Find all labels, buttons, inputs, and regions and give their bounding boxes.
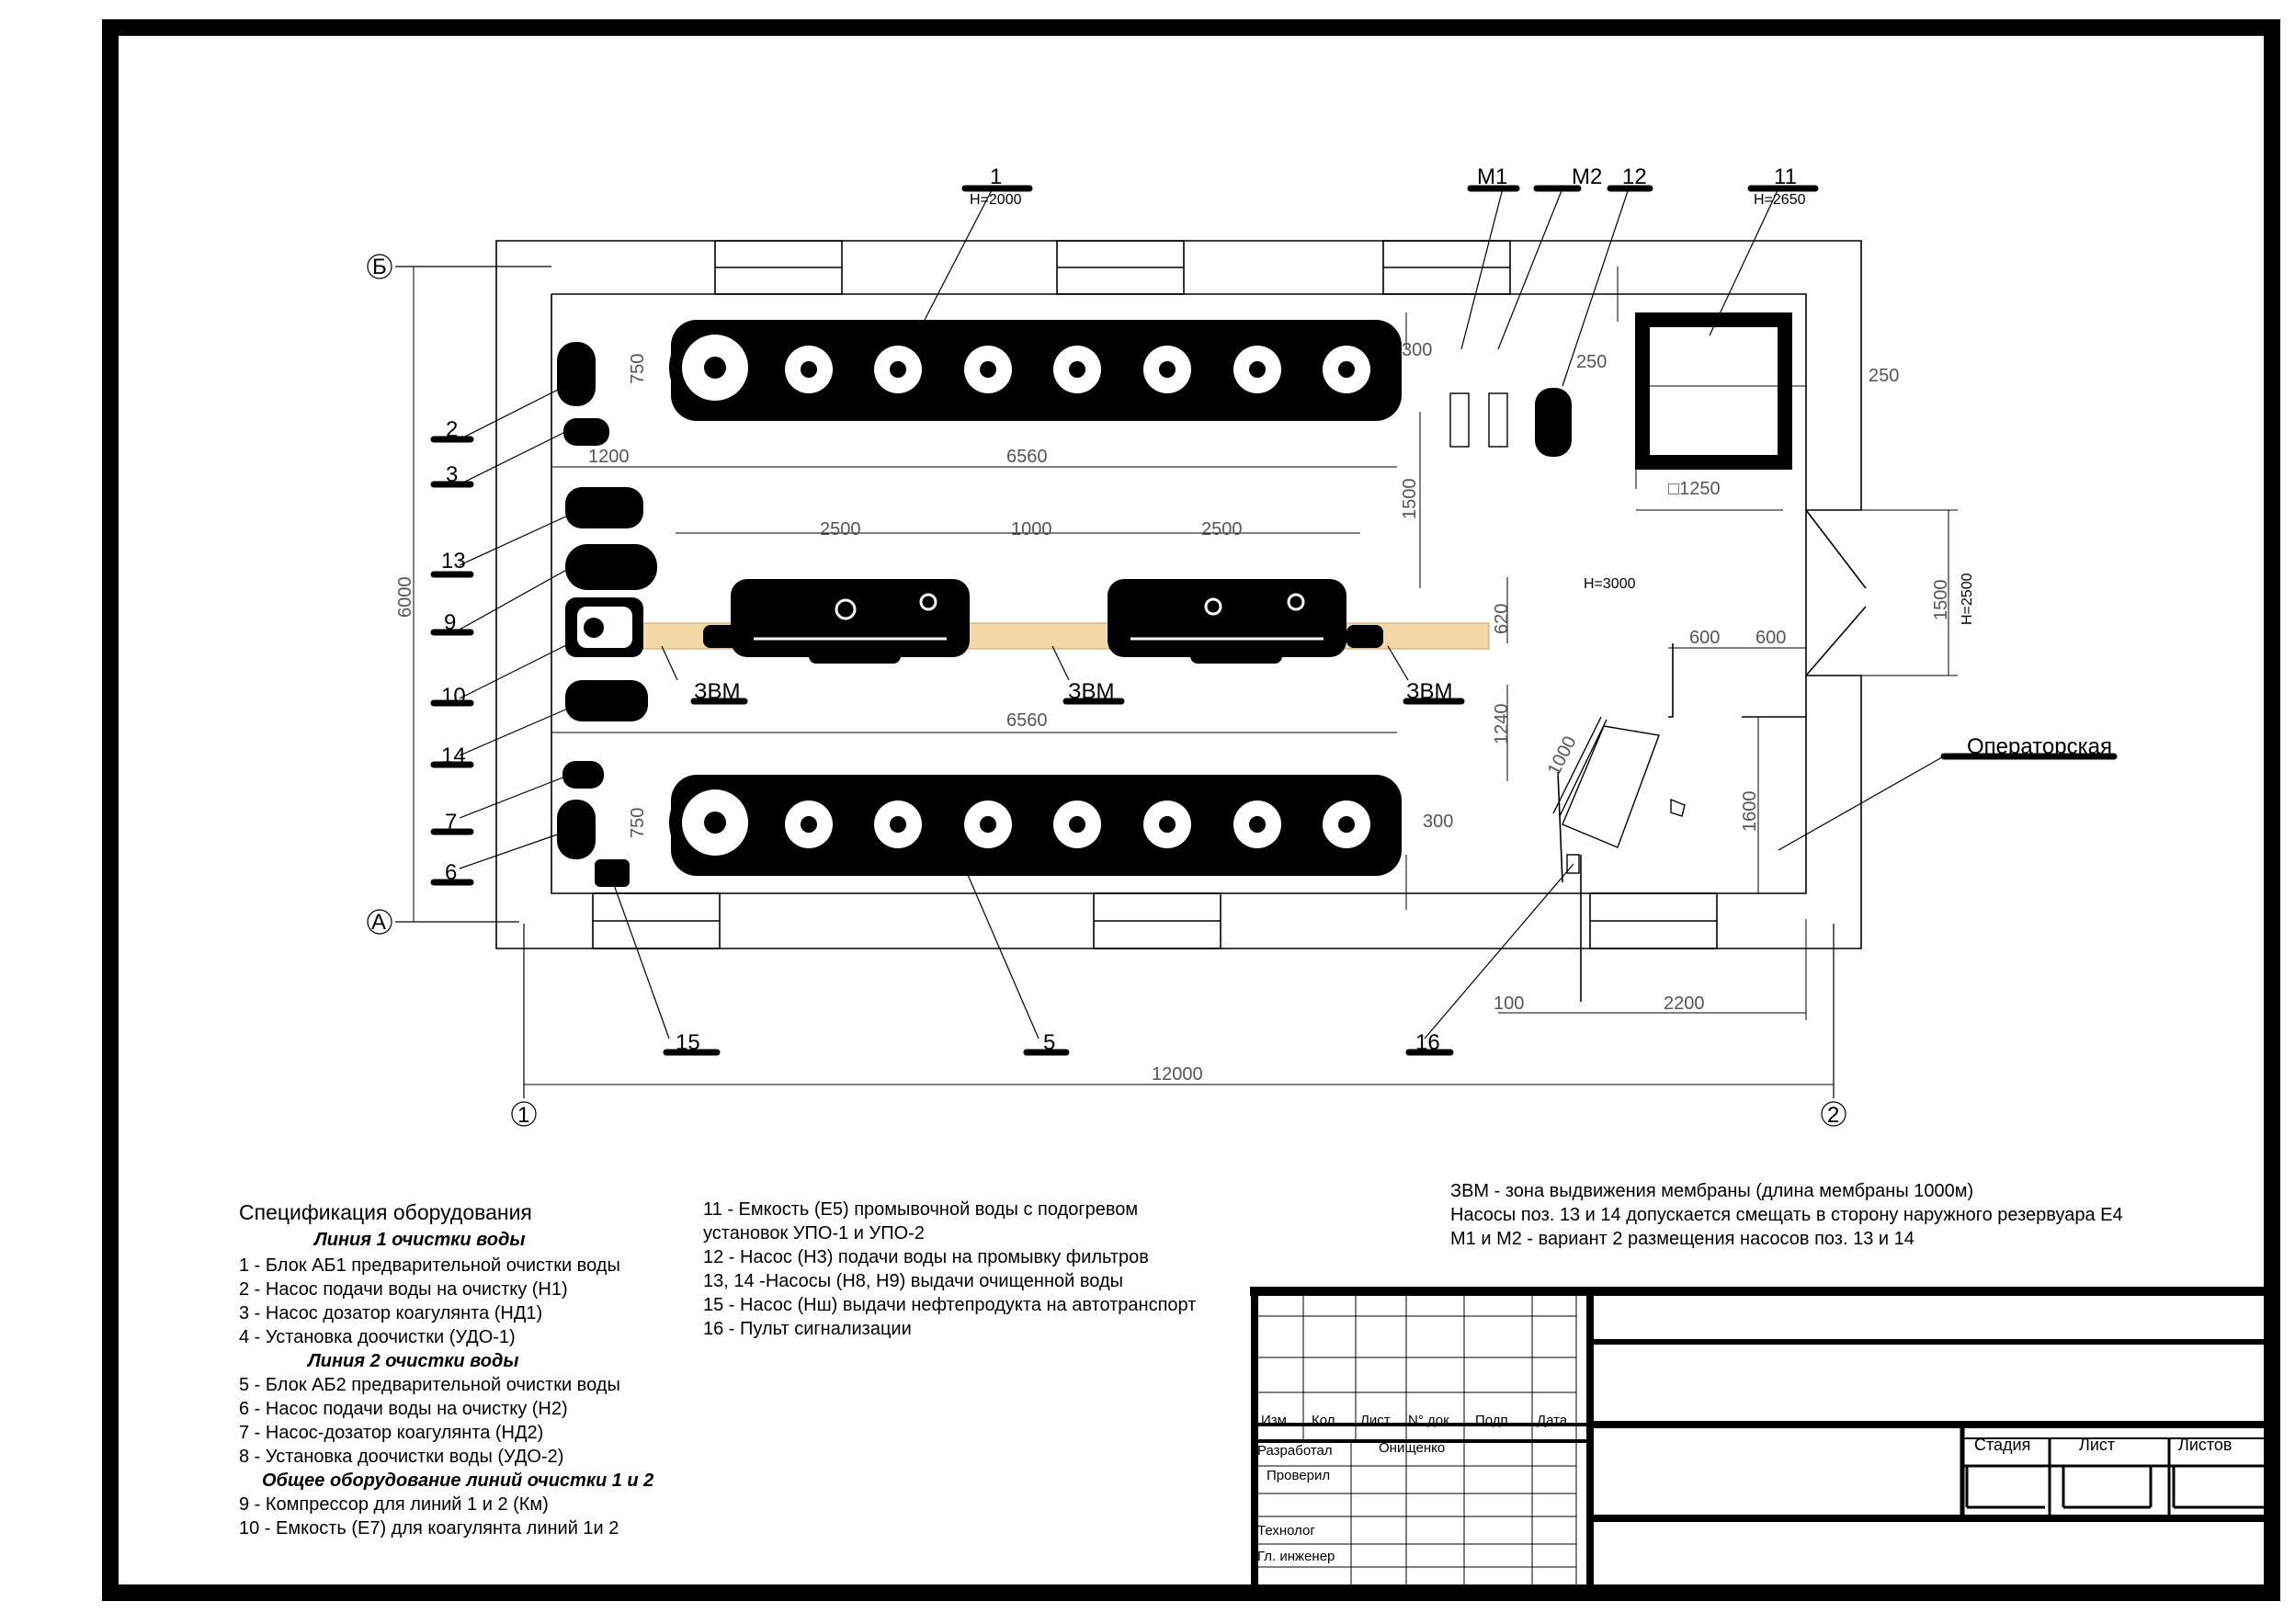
tb-row-developer: Разработал [1257, 1443, 1333, 1459]
spec-col2-item: 13, 14 -Насосы (Н8, Н9) выдачи очищенной воды [703, 1271, 1123, 1291]
spec-col2-item: 15 - Насос (Нш) выдачи нефтепродукта на автотранспорт [703, 1295, 1197, 1315]
spec-col2-item: установок УПО-1 и УПО-2 [703, 1223, 925, 1244]
label-pos14: 14 [441, 744, 466, 768]
dim-2500-b: 2500 [1201, 519, 1243, 539]
spec-line1-title: Линия 1 очистки воды [314, 1230, 526, 1250]
tb-col-ndok: N° док [1408, 1413, 1449, 1428]
label-pos9: 9 [444, 610, 457, 635]
spec-line2-item: 7 - Насос-дозатор коагулянта (НД2) [239, 1423, 544, 1443]
dim-750-bot: 750 [628, 807, 648, 838]
label-pos2: 2 [446, 417, 459, 442]
tb-row-technolog: Технолог [1257, 1523, 1315, 1539]
dim-250-v: 250 [1576, 352, 1608, 372]
dim-6560-top: 6560 [1006, 447, 1048, 467]
dim-1000-diag: 1000 [1543, 733, 1581, 779]
label-pos16: 16 [1415, 1030, 1440, 1055]
spec-col2-item: 11 - Емкость (Е5) промывочной воды с подогревом [703, 1199, 1139, 1220]
tb-stage: Стадия [1974, 1436, 2031, 1454]
label-zvm-3: ЗВМ [1406, 679, 1453, 704]
dim-300-bot: 300 [1423, 812, 1454, 832]
label-m2: M2 [1572, 165, 1603, 189]
dim-1500-door: 1500 [1931, 579, 1951, 620]
tb-row-checked: Проверил [1267, 1468, 1331, 1483]
label-m1: M1 [1477, 165, 1508, 189]
label-pos1-h: H=2000 [970, 192, 1022, 208]
dim-1000: 1000 [1011, 519, 1052, 539]
spec-line1-item: 3 - Насос дозатор коагулянта (НД1) [239, 1303, 543, 1323]
label-pos10: 10 [441, 684, 466, 709]
dim-12000: 12000 [1152, 1064, 1203, 1085]
tb-sheets: Листов [2178, 1436, 2233, 1454]
spec-common-title: Общее оборудование линий очистки 1 и 2 [262, 1471, 654, 1491]
dim-6560-bot: 6560 [1006, 710, 1048, 731]
dim-6000: 6000 [395, 576, 415, 618]
spec-title: Спецификация оборудования [239, 1200, 532, 1224]
tb-col-kol: Кол [1312, 1413, 1335, 1428]
pump-m2 [1489, 393, 1507, 447]
block-ab2 [669, 775, 1402, 876]
dim-600-a: 600 [1689, 628, 1721, 648]
spec-common-item: 10 - Емкость (Е7) для коагулянта линий 1и 2 [239, 1518, 619, 1539]
tank-e5 [1642, 320, 1785, 462]
spec-col2-item: 12 - Насос (Н3) подачи воды на промывку фильтров [703, 1247, 1149, 1267]
pump-m1 [1450, 393, 1469, 447]
label-pos6: 6 [445, 860, 458, 885]
label-zvm-1: ЗВМ [694, 679, 741, 704]
label-pos11-h: H=2650 [1754, 192, 1806, 208]
note: ЗВМ - зона выдвижения мембраны (длина мембраны 1000м) [1450, 1181, 1974, 1201]
spec-line2-title: Линия 2 очистки воды [308, 1351, 519, 1371]
dim-250-h: 250 [1869, 366, 1900, 386]
note: Насосы поз. 13 и 14 допускается смещать в сторону наружного резервуара Е4 [1450, 1205, 2123, 1225]
dim-1250: □1250 [1668, 479, 1721, 499]
tb-row-chief: Гл. инженер [1257, 1549, 1335, 1564]
tb-col-izm: Изм [1261, 1413, 1287, 1428]
label-pos1: 1 [990, 165, 1003, 189]
axis-b-label: Б [372, 255, 387, 279]
spec-col2-item: 16 - Пульт сигнализации [703, 1319, 912, 1339]
udo-units [703, 579, 1383, 664]
dim-750-top: 750 [628, 353, 648, 384]
spec-line2-item: 6 - Насос подачи воды на очистку (Н2) [239, 1399, 568, 1419]
dim-1500-mid: 1500 [1400, 478, 1420, 519]
dim-620: 620 [1492, 603, 1512, 634]
label-zvm-2: ЗВМ [1068, 679, 1115, 704]
dim-1240: 1240 [1492, 703, 1512, 744]
tb-sheet: Лист [2079, 1436, 2116, 1454]
dim-300-top: 300 [1402, 340, 1433, 360]
dim-100: 100 [1494, 994, 1525, 1014]
spec-line1-item: 1 - Блок АБ1 предварительной очистки воды [239, 1255, 620, 1276]
specification [239, 1181, 2123, 1539]
dim-600-b: 600 [1755, 628, 1787, 648]
label-operator-room: Операторская [1967, 734, 2112, 759]
dim-1600: 1600 [1740, 790, 1760, 832]
tb-col-data: Дата [1537, 1413, 1568, 1428]
spec-line1-item: 2 - Насос подачи воды на очистку (Н1) [239, 1279, 568, 1300]
label-pos5: 5 [1043, 1030, 1056, 1055]
label-pos3: 3 [446, 462, 459, 487]
tb-col-list: Лист [1360, 1413, 1391, 1428]
label-pos7: 7 [445, 810, 458, 835]
axis-1-label: 1 [517, 1103, 530, 1128]
tb-developer-name: Онищенко [1379, 1440, 1446, 1456]
label-pos12: 12 [1622, 165, 1647, 189]
dim-2500-a: 2500 [820, 519, 861, 539]
spec-line2-item: 5 - Блок АБ2 предварительной очистки воды [239, 1375, 620, 1395]
title-block-text [1257, 1413, 2232, 1564]
block-ab1 [669, 320, 1402, 421]
spec-line1-item: 4 - Установка доочистки (УДО-1) [239, 1327, 516, 1347]
label-pos11: 11 [1774, 165, 1797, 189]
spec-line2-item: 8 - Установка доочистки воды (УДО-2) [239, 1447, 564, 1467]
label-h3000: H=3000 [1584, 576, 1636, 592]
dim-1200: 1200 [588, 447, 630, 467]
axis-2-label: 2 [1827, 1103, 1840, 1128]
note: М1 и М2 - вариант 2 размещения насосов поз. 13 и 14 [1450, 1229, 1914, 1249]
tb-col-podp: Подп [1475, 1413, 1508, 1428]
label-pos13: 13 [441, 549, 466, 574]
axis-a-label: А [371, 910, 387, 935]
label-h2500: H=2500 [1960, 573, 1975, 625]
dim-2200: 2200 [1664, 994, 1705, 1014]
label-pos15: 15 [676, 1030, 700, 1055]
tank-e7-core [584, 618, 604, 638]
spec-common-item: 9 - Компрессор для линий 1 и 2 (Км) [239, 1494, 549, 1515]
